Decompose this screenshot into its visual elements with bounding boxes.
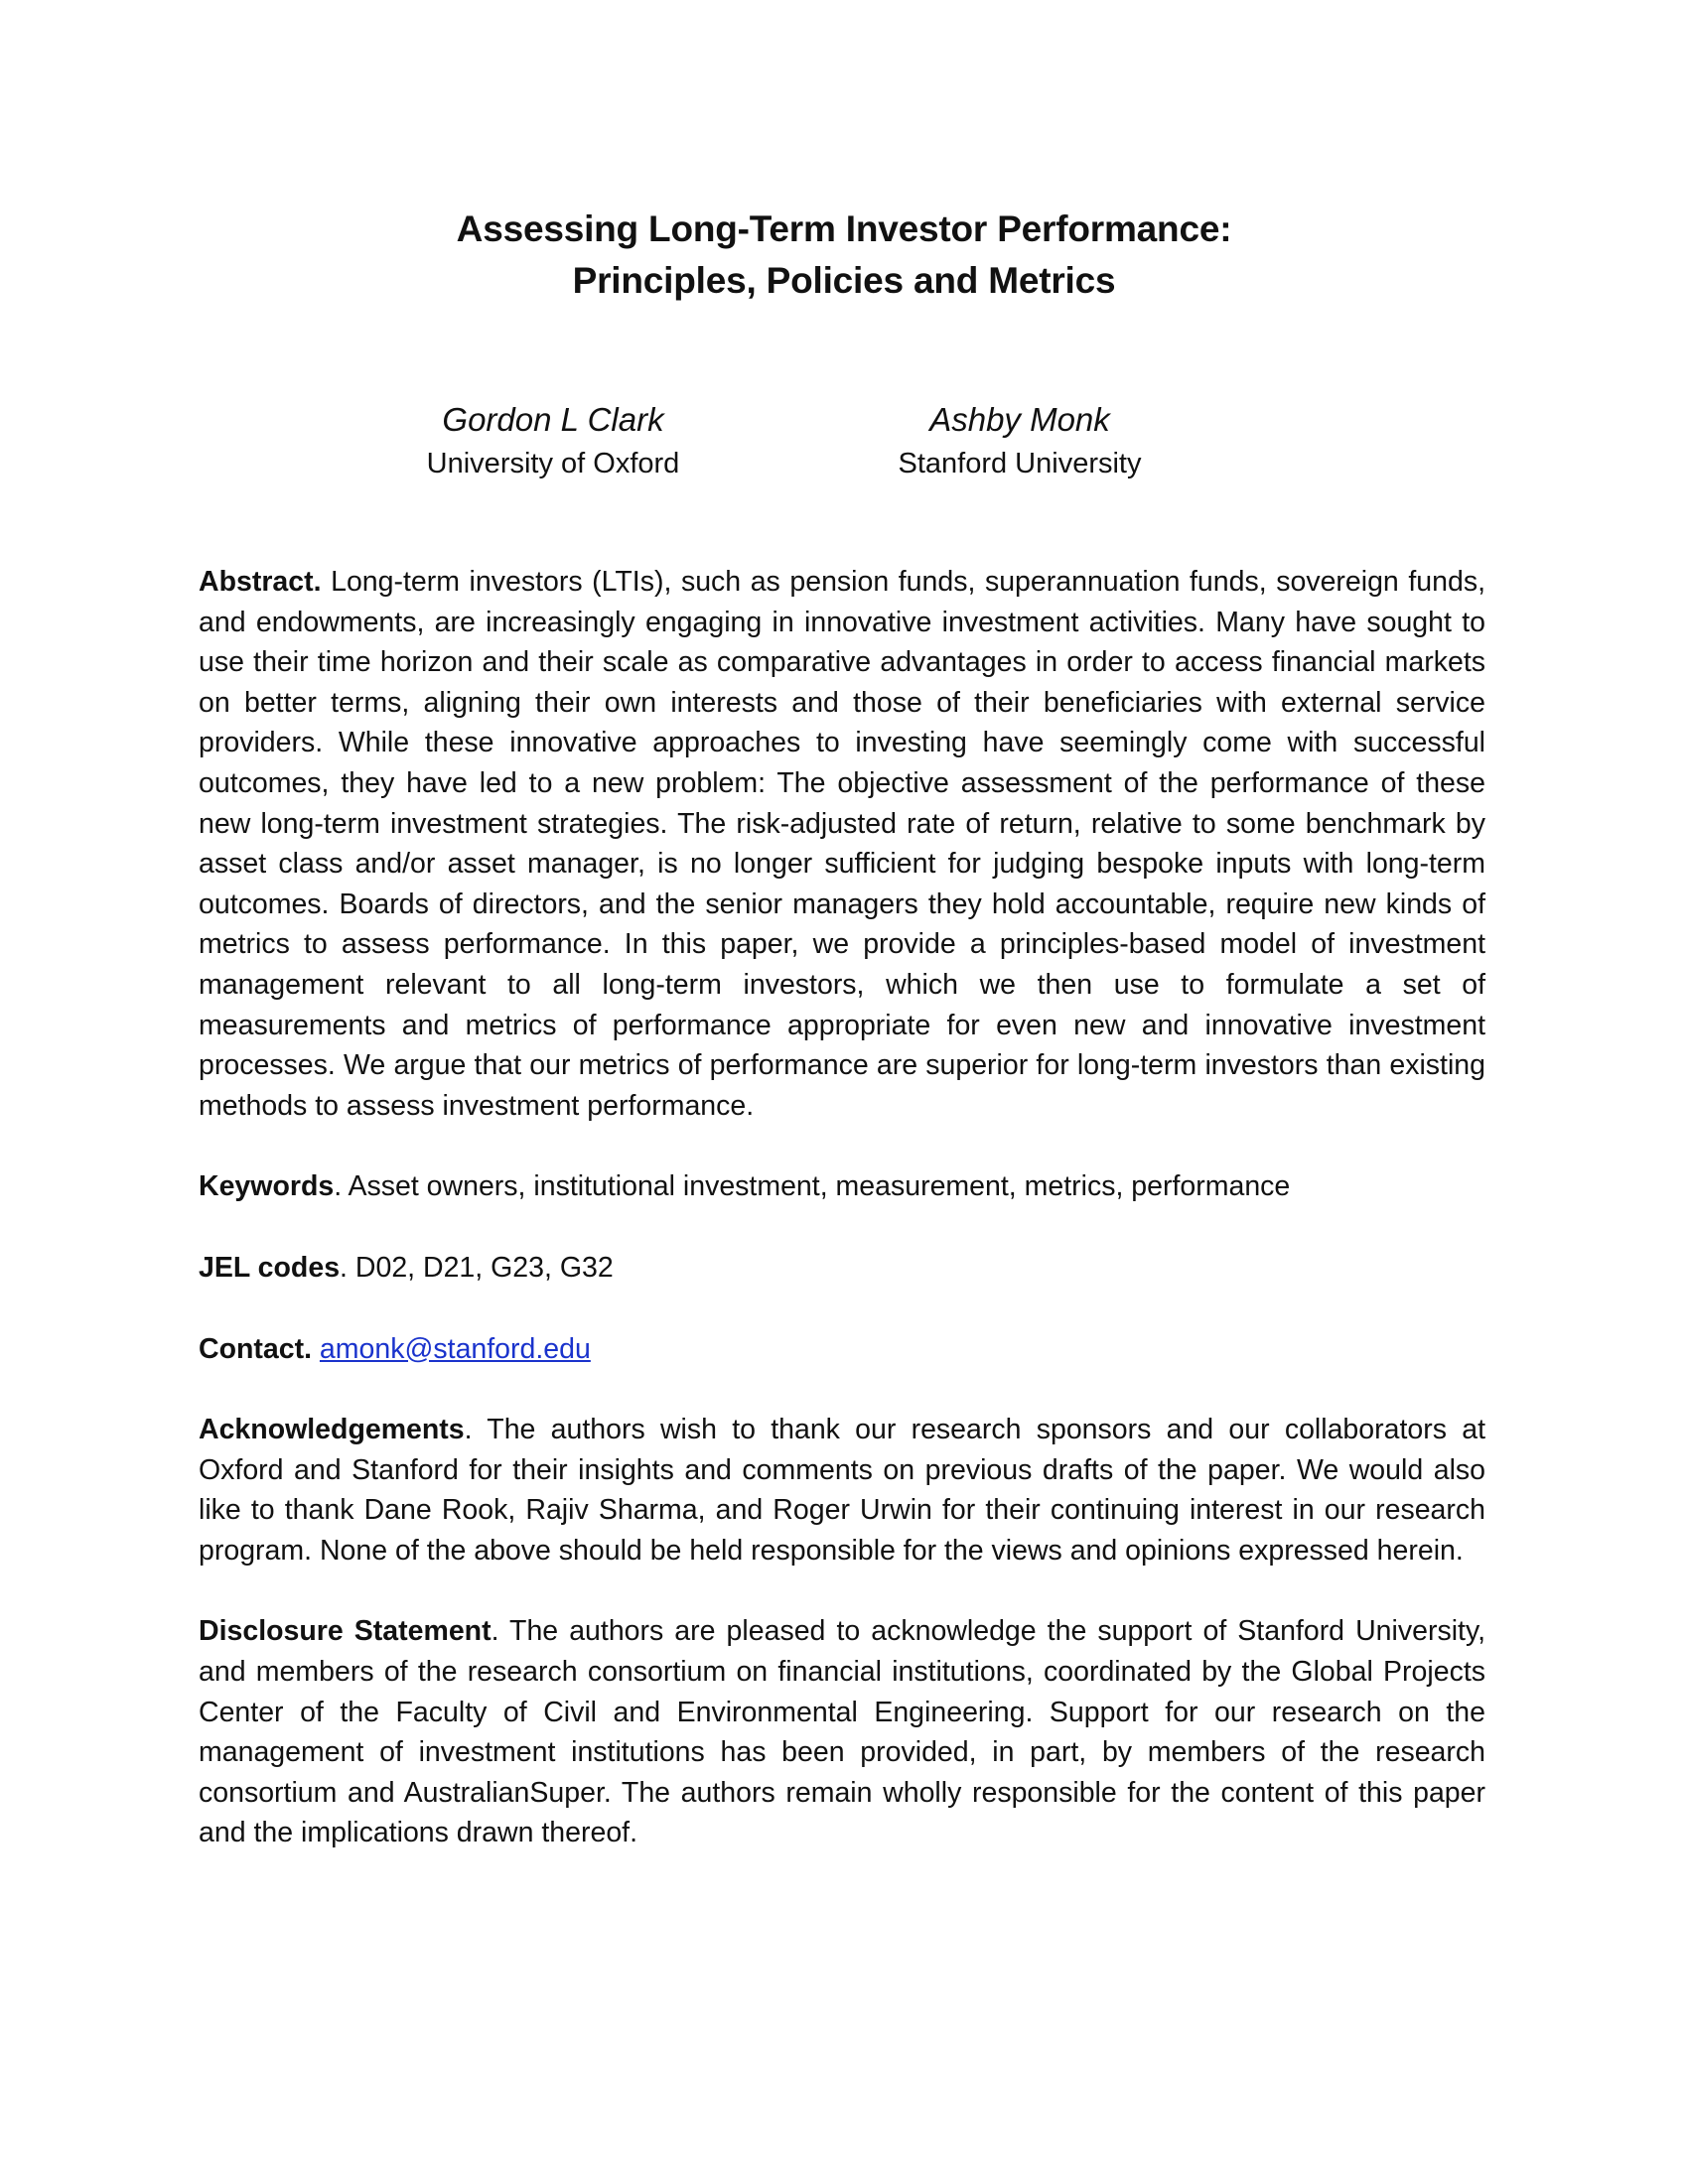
author-monk — [811, 397, 1228, 484]
contact-paragraph — [199, 1329, 1485, 1370]
acknowledgements-paragraph — [199, 1410, 1485, 1570]
abstract-paragraph — [199, 562, 1485, 1126]
abstract-text: Long-term investors (LTIs), such as pension funds, superannuation funds, sovereign funds, and endowments, are increasingly engaging in innovative investment activities. Many have sought to use their time horizon and their scale as comparative advantages in order to access financial markets on better terms, aligning their own interests and those of their beneficiaries with external service providers. While these innovative approaches to investing have seemingly come with successful outcomes, they have led to a new problem: The objective assessment of the performance of these new long-term investment strategies. The risk-adjusted rate of return, relative to some benchmark by asset class and/or asset manager, is no longer sufficient for judging bespoke inputs with long-term outcomes. Boards of directors, and the senior managers they hold accountable, require new kinds of metrics to assess performance. In this paper, we provide a principles-based model of investment management relevant to all long-term investors, which we then use to formulate a set of measurements and metrics of performance appropriate for even new and innovative investment processes. We argue that our metrics of performance are superior for long-term investors than existing methods to assess investment performance. — [199, 566, 1485, 1122]
contact-label: Contact. — [199, 1332, 312, 1365]
keywords-paragraph — [199, 1166, 1485, 1207]
jel-codes-text: . D02, D21, G23, G32 — [340, 1251, 614, 1284]
author-name: Ashby Monk — [929, 401, 1110, 438]
author-affiliation: Stanford University — [898, 448, 1142, 479]
acknowledgements-label: Acknowledgements — [199, 1414, 465, 1446]
author-name: Gordon L Clark — [442, 401, 664, 438]
author-clark — [345, 397, 762, 484]
author-affiliation: University of Oxford — [426, 448, 680, 479]
paper-body — [199, 562, 1485, 1894]
paper-title-line-1: Assessing Long-Term Investor Performance: — [456, 208, 1232, 249]
keywords-text: . Asset owners, institutional investment, measurement, metrics, performance — [334, 1170, 1291, 1203]
paper-title-line-2: Principles, Policies and Metrics — [572, 260, 1116, 301]
disclosure-text: . The authors are pleased to acknowledge the support of Stanford University, and members of the research consortium on financial institutions, coordinated by the Global Projects Center of the Faculty of Civil and Environmental Engineering. Support for our research on the management of investment institutions has been provided, in part, by members of the research consortium and AustralianSuper. The authors remain wholly responsible for the content of this paper and the implications drawn thereof. — [199, 1615, 1485, 1849]
contact-email-link[interactable]: amonk@stanford.edu — [319, 1332, 591, 1365]
acknowledgements-text: . The authors wish to thank our research sponsors and our collaborators at Oxford and Stanford for their insights and comments on previous drafts of the paper. We would also like to thank Dane Rook, Rajiv Sharma, and Roger Urwin for their continuing interest in our research program. None of the above should be held responsible for the views and opinions expressed herein. — [199, 1414, 1485, 1567]
disclosure-label: Disclosure Statement — [199, 1615, 492, 1648]
jel-codes-paragraph — [199, 1248, 1485, 1289]
keywords-label: Keywords — [199, 1170, 335, 1203]
abstract-label: Abstract. — [199, 566, 322, 598]
disclosure-paragraph — [199, 1611, 1485, 1853]
jel-codes-label: JEL codes — [199, 1251, 341, 1284]
paper-title — [199, 204, 1489, 307]
